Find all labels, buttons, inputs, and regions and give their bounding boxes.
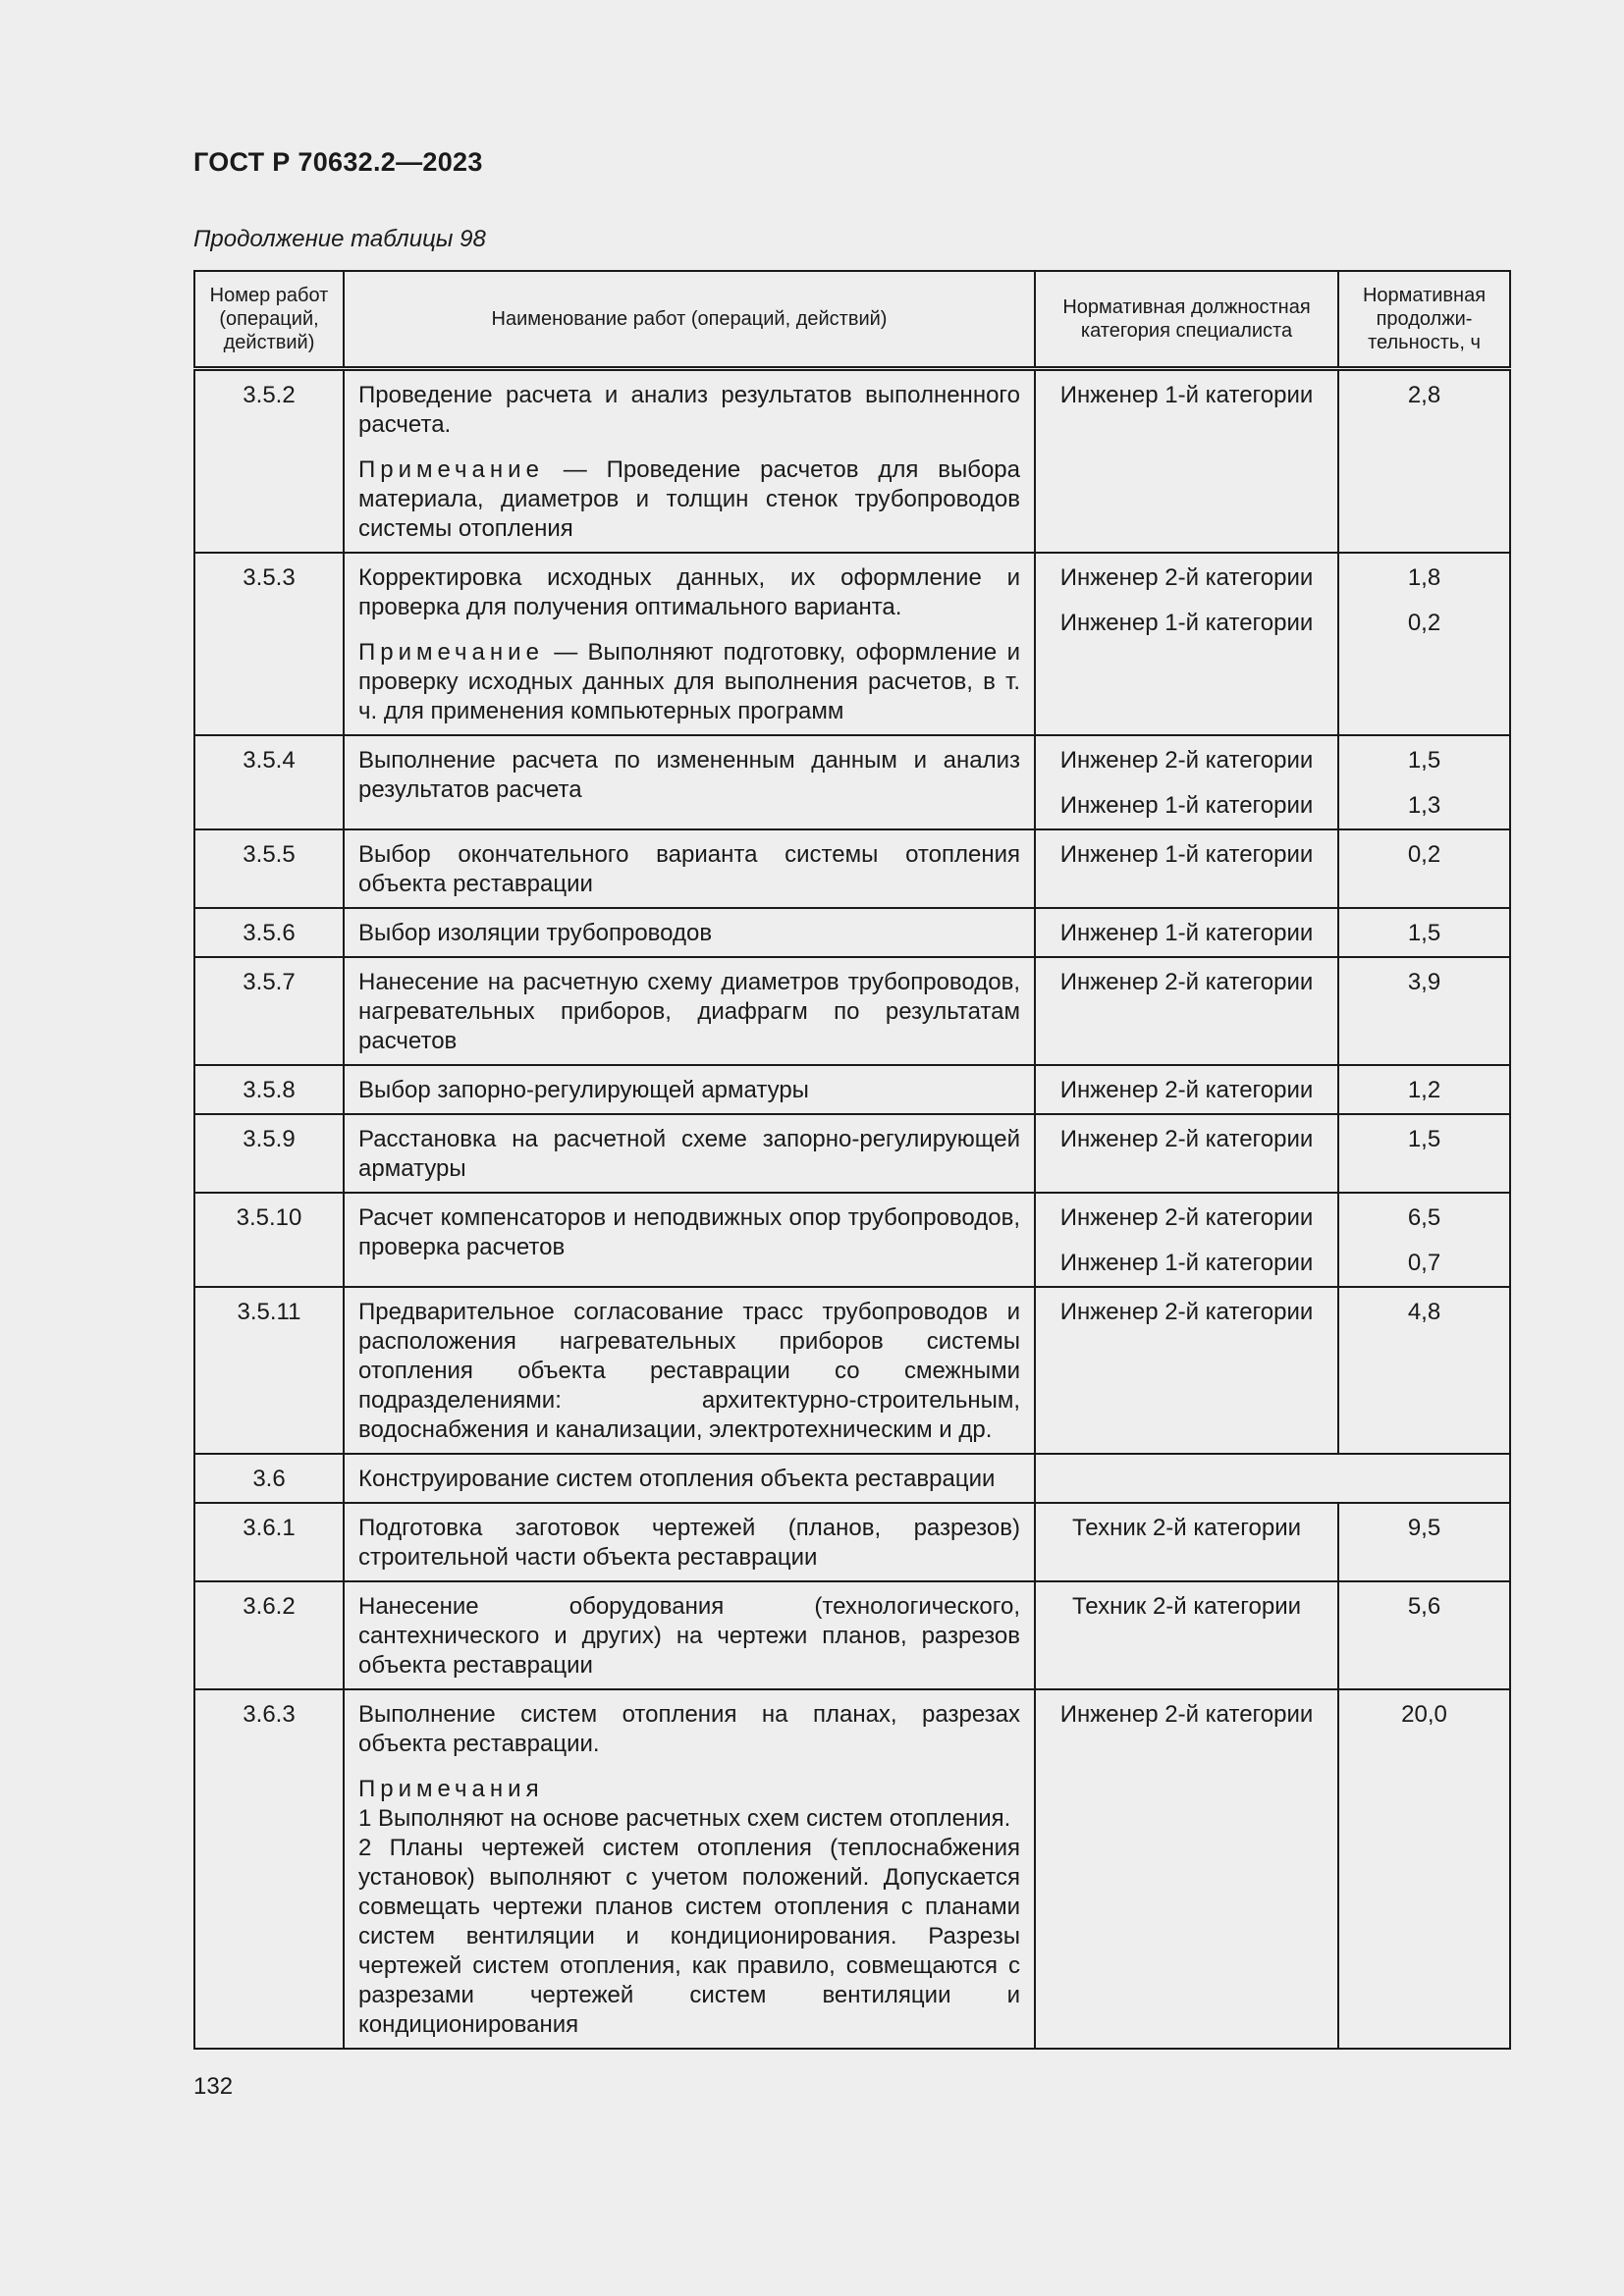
work-number-cell: 3.5.10 [194,1193,344,1287]
work-norms-table [193,270,1511,2050]
table-row [194,1193,1510,1287]
work-number-cell: 3.5.3 [194,553,344,735]
table-row [194,1065,1510,1114]
work-number-cell: 3.6 [194,1454,344,1503]
work-name-text: Выполнение систем отопления на планах, разрезах объекта реставрации. [358,1700,1020,1757]
duration-cell [1338,735,1510,829]
specialist-category-cell [1035,1503,1338,1581]
specialist-category: Инженер 2-й категории [1059,746,1314,774]
note-lead: Примечание [358,455,544,483]
note-item: 1 Выполняют на основе расчетных схем систем отопления. [358,1804,1011,1832]
page-number: 132 [193,2073,234,2100]
work-name-cell [344,908,1035,957]
work-name-cell [344,1193,1035,1287]
duration-value: 1,5 [1407,746,1441,774]
duration-value: 1,5 [1407,919,1441,946]
work-name-cell [344,735,1035,829]
table-row [194,1581,1510,1689]
duration-cell [1338,1581,1510,1689]
document-title: ГОСТ Р 70632.2—2023 [193,147,483,177]
specialist-category: Техник 2-й категории [1071,1592,1302,1620]
duration-value: 3,9 [1407,968,1441,995]
work-name-cell [344,1689,1035,2049]
specialist-category: Инженер 1-й категории [1059,791,1314,819]
table-row [194,1114,1510,1193]
work-name-cell [344,1503,1035,1581]
duration-cell [1338,908,1510,957]
table-row [194,1503,1510,1581]
column-header-number: Номер работ (операций, действий) [194,271,344,368]
note-lead: Примечание [358,638,544,666]
duration-cell [1338,1287,1510,1454]
column-header-specialist-category: Нормативная должностная категория специалиста [1035,271,1338,368]
specialist-category-cell [1035,1581,1338,1689]
work-name-text: Проведение расчета и анализ результатов выполненного расчета. [358,381,1020,438]
note-item: 2 Планы чертежей систем отопления (теплоснабжения установок) выполняют с учетом положений. Допускается совмещать чертежи планов систем отопления с планами систем вентиляции и кондиционирования. Разрезы чертежей систем отопления, как правило, совмещаются с разрезами чертежей систем вентиляции и кондиционирования [358,1834,1020,2038]
work-name-cell [344,1114,1035,1193]
specialist-category: Инженер 1-й категории [1059,609,1314,636]
duration-value: 1,5 [1407,1125,1441,1152]
work-name-text: Нанесение на расчетную схему диаметров трубопроводов, нагревательных приборов, диафрагм по результатам расчетов [358,968,1020,1054]
work-number-cell: 3.6.1 [194,1503,344,1581]
duration-cell [1338,368,1510,553]
work-number-cell: 3.5.11 [194,1287,344,1454]
specialist-category: Инженер 2-й категории [1059,1298,1314,1325]
work-note [358,1775,1020,2040]
duration-value: 1,8 [1407,563,1441,591]
work-name-text: Расчет компенсаторов и неподвижных опор трубопроводов, проверка расчетов [358,1203,1020,1260]
specialist-category-cell [1035,1065,1338,1114]
work-number-cell: 3.6.3 [194,1689,344,2049]
specialist-category-cell [1035,1114,1338,1193]
table-row [194,1689,1510,2049]
specialist-category: Инженер 1-й категории [1059,1249,1314,1276]
specialist-category-cell [1035,1193,1338,1287]
specialist-category-cell [1035,829,1338,908]
work-note [358,455,1020,544]
specialist-category-cell [1035,1287,1338,1454]
work-name-cell [344,1581,1035,1689]
work-name-cell [344,829,1035,908]
duration-value: 0,2 [1407,609,1441,636]
section-empty-cell [1035,1454,1510,1503]
duration-value: 4,8 [1407,1298,1441,1325]
work-name-text: Выбор запорно-регулирующей арматуры [358,1076,809,1103]
work-number-cell: 3.5.5 [194,829,344,908]
table-body [194,368,1510,2049]
specialist-category-cell [1035,368,1338,553]
work-name-cell [344,957,1035,1065]
specialist-category-cell [1035,957,1338,1065]
specialist-category: Инженер 2-й категории [1059,563,1314,591]
work-name-text: Расстановка на расчетной схеме запорно-регулирующей арматуры [358,1125,1020,1182]
duration-value: 20,0 [1401,1700,1447,1728]
note-lead: Примечания [358,1775,544,1802]
specialist-category: Инженер 2-й категории [1059,1125,1314,1152]
duration-cell [1338,1503,1510,1581]
specialist-category: Инженер 1-й категории [1059,381,1314,408]
table-row [194,553,1510,735]
work-name-text: Выбор изоляции трубопроводов [358,919,713,946]
table-row [194,957,1510,1065]
work-name-cell [344,368,1035,553]
duration-cell [1338,829,1510,908]
specialist-category-cell [1035,908,1338,957]
specialist-category: Техник 2-й категории [1071,1514,1302,1541]
work-name-text: Подготовка заготовок чертежей (планов, разрезов) строительной части объекта реставрации [358,1514,1020,1571]
duration-value: 1,2 [1407,1076,1441,1103]
note-text: — Выполняют подготовку, оформление и проверку исходных данных для выполнения расчетов, в т. ч. для применения компьютерных программ [358,638,1020,724]
work-number-cell: 3.6.2 [194,1581,344,1689]
work-number-cell: 3.5.8 [194,1065,344,1114]
specialist-category-cell [1035,735,1338,829]
duration-cell [1338,1193,1510,1287]
work-name-text: Выбор окончательного варианта системы отопления объекта реставрации [358,840,1020,897]
table-row [194,1454,1510,1503]
work-number-cell: 3.5.6 [194,908,344,957]
table-row [194,735,1510,829]
work-name-cell [344,1287,1035,1454]
table-row [194,829,1510,908]
duration-value: 0,7 [1407,1249,1441,1276]
work-number-cell: 3.5.9 [194,1114,344,1193]
specialist-category-cell [1035,1689,1338,2049]
work-number-cell: 3.5.4 [194,735,344,829]
work-name-cell [344,1454,1035,1503]
table-header-row [194,271,1510,368]
work-note [358,638,1020,726]
duration-cell [1338,1689,1510,2049]
work-name-cell [344,553,1035,735]
work-name-text: Корректировка исходных данных, их оформление и проверка для получения оптимального варианта. [358,563,1020,620]
note-text: — Проведение расчетов для выбора материала, диаметров и толщин стенок трубопроводов системы отопления [358,455,1020,542]
specialist-category: Инженер 2-й категории [1059,1203,1314,1231]
duration-value: 0,2 [1407,840,1441,868]
specialist-category: Инженер 2-й категории [1059,1700,1314,1728]
work-number-cell: 3.5.7 [194,957,344,1065]
duration-cell [1338,1114,1510,1193]
work-name-text: Выполнение расчета по измененным данным и анализ результатов расчета [358,746,1020,803]
specialist-category-cell [1035,553,1338,735]
column-header-work-name: Наименование работ (операций, действий) [344,271,1035,368]
table-row [194,1287,1510,1454]
work-name-cell [344,1065,1035,1114]
specialist-category: Инженер 2-й категории [1059,968,1314,995]
column-header-duration: Нормативная продолжи-тельность, ч [1338,271,1510,368]
duration-value: 6,5 [1407,1203,1441,1231]
table-row [194,908,1510,957]
work-name-text: Предварительное согласование трасс трубопроводов и расположения нагревательных приборов системы отопления объекта реставрации со смежными подразделениями: архитектурно-строительным, водоснабжения и канализации, электротехническим и др. [358,1298,1020,1443]
duration-value: 5,6 [1407,1592,1441,1620]
duration-value: 2,8 [1407,381,1441,408]
duration-value: 9,5 [1407,1514,1441,1541]
work-name-text: Конструирование систем отопления объекта реставрации [358,1465,996,1492]
specialist-category: Инженер 1-й категории [1059,840,1314,868]
work-number-cell: 3.5.2 [194,368,344,553]
specialist-category: Инженер 1-й категории [1059,919,1314,946]
work-name-text: Нанесение оборудования (технологического, сантехнического и других) на чертежи планов, разрезов объекта реставрации [358,1592,1020,1679]
duration-cell [1338,957,1510,1065]
table-row [194,368,1510,553]
duration-value: 1,3 [1407,791,1441,819]
duration-cell [1338,553,1510,735]
duration-cell [1338,1065,1510,1114]
specialist-category: Инженер 2-й категории [1059,1076,1314,1103]
table-continuation-label: Продолжение таблицы 98 [193,226,486,252]
